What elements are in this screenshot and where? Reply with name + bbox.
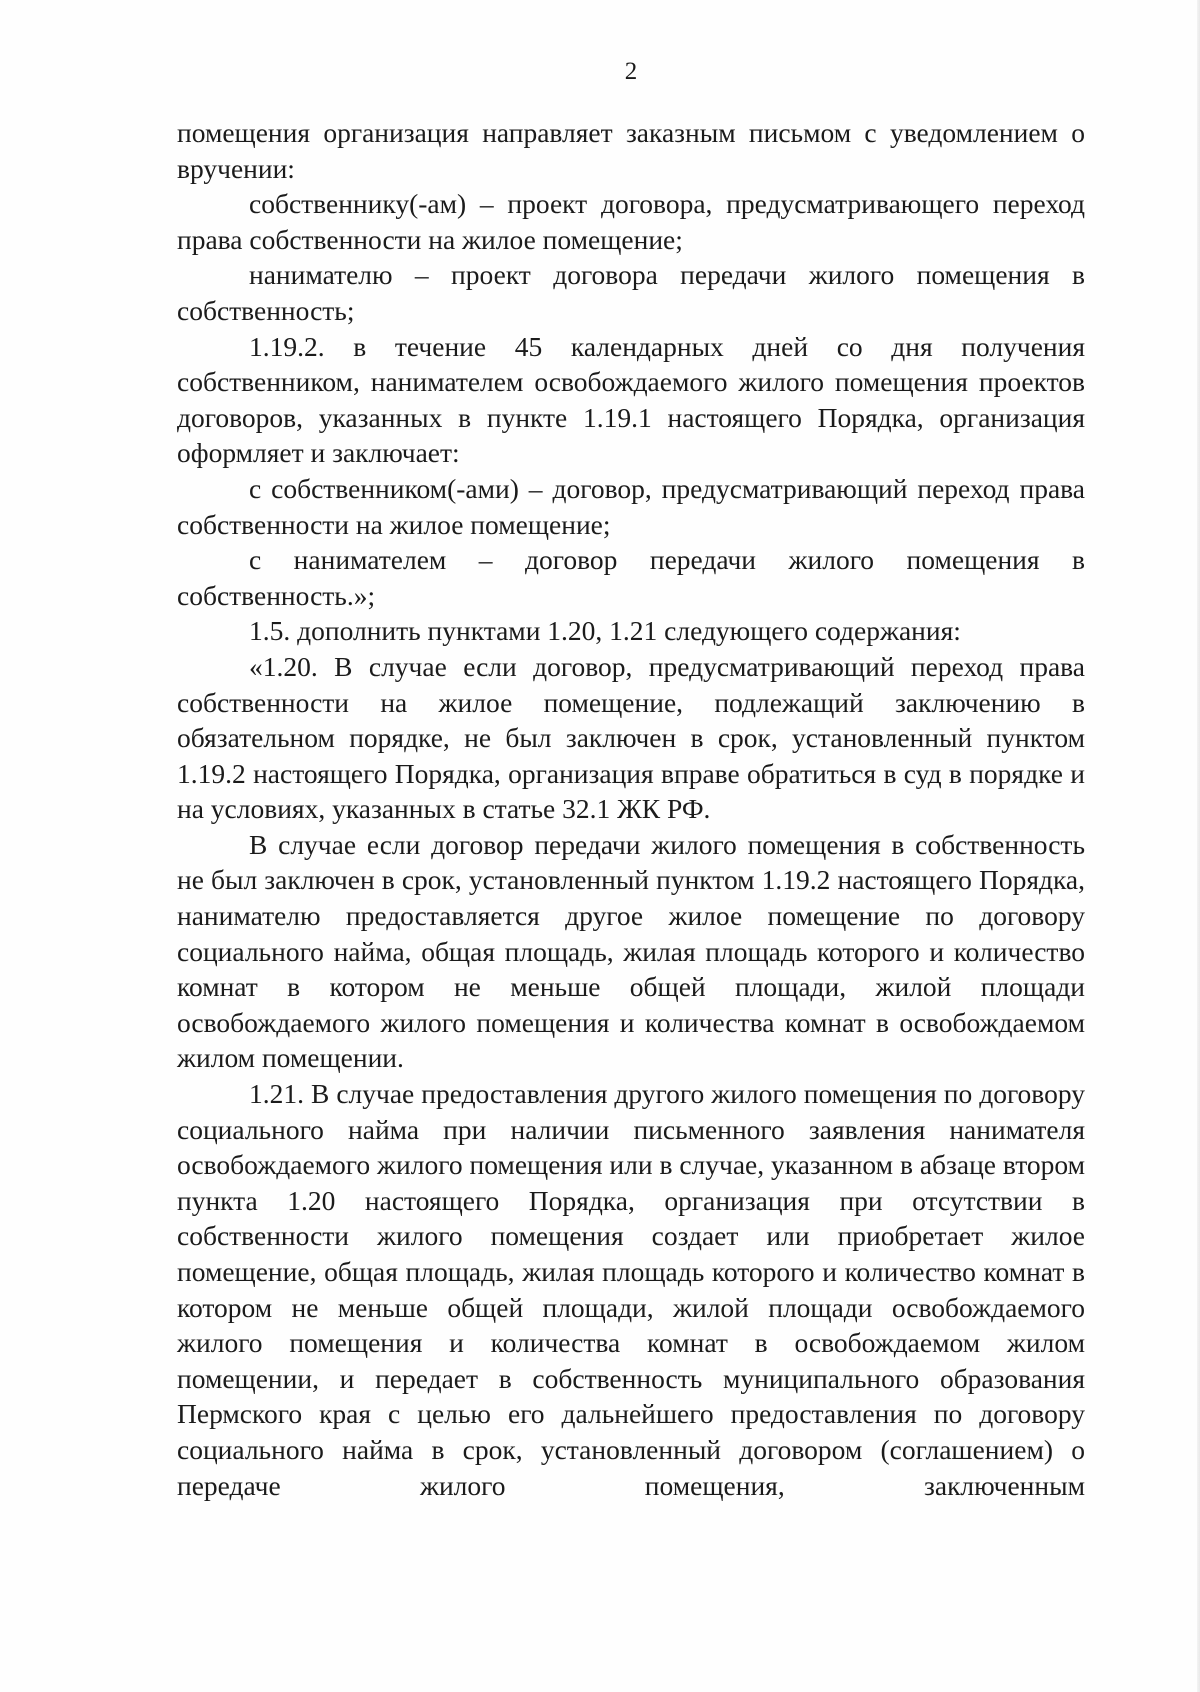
paragraph-continuation: помещения организация направляет заказным письмом с уведомлением о вручении: [177, 117, 1085, 184]
paragraph-1-20-second: В случае если договор передачи жилого помещения в собственность не был заключен в срок, установленный пунктом 1.19.2 настоящего Порядка, нанимателю предоставляется другое жилое помещение по договору социального найма, общая площадь, жилая площадь которого и количество комнат в котором не меньше общей площади, жилой площади освобождаемого жилого помещения и количества комнат в освобождаемом жилом помещении. [177, 828, 1085, 1074]
paragraph-owner-contract: с собственником(-ами) – договор, предусматривающий переход права собственности на жилое помещение; [177, 472, 1085, 540]
paragraph-tenant-contract: с нанимателем – договор передачи жилого помещения в собственность.»; [177, 544, 1085, 611]
document-body [177, 115, 1085, 1503]
paragraph-owner-draft: собственнику(-ам) – проект договора, предусматривающего переход права собственности на жилое помещение; [177, 188, 1085, 255]
paragraph-1-20: «1.20. В случае если договор, предусматривающий переход права собственности на жилое помещение, подлежащий заключению в обязательном порядке, не был заключен в срок, установленный пунктом 1.19.2 настоящего Порядка, организация вправе обратиться в суд в порядке и на условиях, указанных в статье 32.1 ЖК РФ. [177, 650, 1085, 825]
page-number: 2 [624, 58, 638, 85]
paragraph-1-19-2: 1.19.2. в течение 45 календарных дней со дня получения собственником, нанимателем освобождаемого жилого помещения проектов договоров, указанных в пункте 1.19.1 настоящего Порядка, организация оформляет и заключает: [177, 330, 1085, 469]
paragraph-tenant-draft: нанимателю – проект договора передачи жилого помещения в собственность; [177, 259, 1085, 326]
paragraph-1-5: 1.5. дополнить пунктами 1.20, 1.21 следующего содержания: [249, 615, 961, 647]
paragraph-1-21: 1.21. В случае предоставления другого жилого помещения по договору социального найма при наличии письменного заявления нанимателя освобождаемого жилого помещения или в случае, указанном в абзаце втором пункта 1.20 настоящего Порядка, организация при отсутствии в собственности жилого помещения создает или приобретает жилое помещение, общая площадь, жилая площадь которого и количество комнат в котором не меньше общей площади, жилой площади освобождаемого жилого помещения и количества комнат в освобождаемом жилом помещении, и передает в собственность муниципального образования Пермского края с целью его дальнейшего предоставления по договору социального найма в срок, установленный договором (соглашением) о передаче жилого помещения, заключенным [177, 1078, 1085, 1501]
